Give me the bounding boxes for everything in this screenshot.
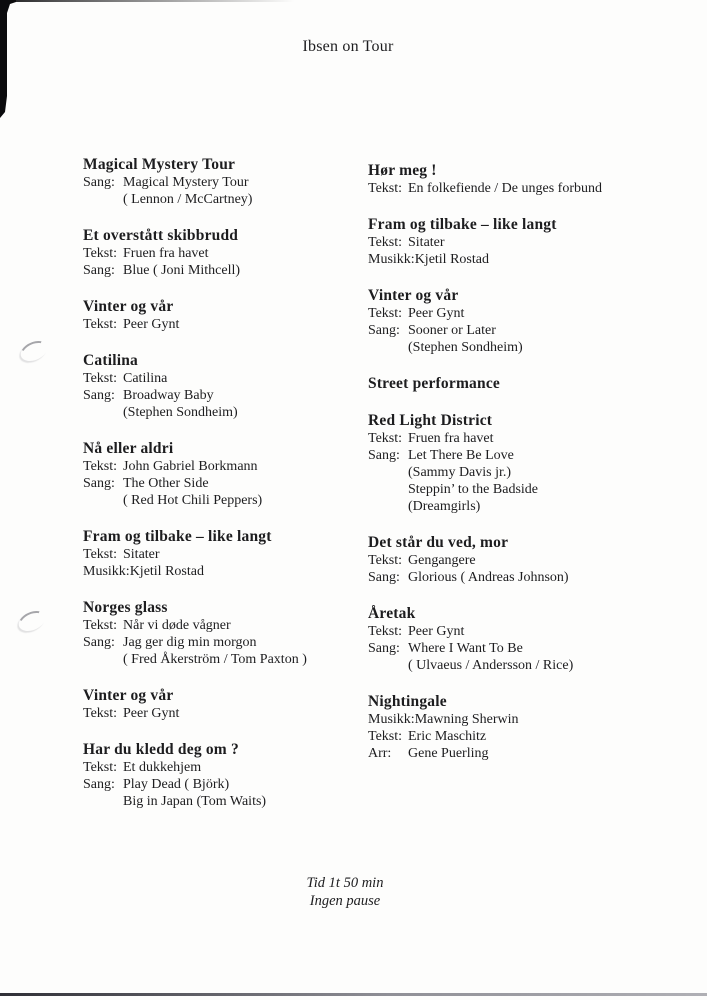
entry-line <box>83 245 383 262</box>
entry-title: Street performance <box>368 375 500 392</box>
line-text: Broadway Baby <box>123 388 214 403</box>
line-label: Tekst: <box>368 729 403 744</box>
line-text: Play Dead ( Björk) <box>123 777 230 792</box>
entry-title: Fram og tilbake – like langt <box>83 528 272 545</box>
entry-title: Hør meg ! <box>368 162 437 179</box>
line-text: Kjetil Rostad <box>414 252 489 267</box>
entry-line <box>83 793 383 810</box>
line-text: Peer Gynt <box>408 624 465 639</box>
setlist-entry <box>83 740 383 810</box>
line-label: Sang: <box>368 448 400 463</box>
entry-title: Har du kledd deg om ? <box>83 741 239 758</box>
entry-line <box>368 447 698 464</box>
line-label: Sang: <box>83 476 115 491</box>
entry-line <box>368 728 698 745</box>
entry-line <box>368 640 698 657</box>
setlist-entry <box>368 411 698 515</box>
entry-title: Nå eller aldri <box>83 440 174 457</box>
setlist-entry <box>368 215 698 268</box>
line-label: Tekst: <box>368 181 403 196</box>
footer <box>0 874 690 910</box>
line-label: Tekst: <box>368 306 403 321</box>
entry-line <box>83 458 383 475</box>
line-label: Tekst: <box>83 706 118 721</box>
entry-line <box>368 657 698 674</box>
line-text: (Stephen Sondheim) <box>408 340 523 355</box>
line-text: Blue ( Joni Mithcell) <box>123 263 241 278</box>
entry-title: Nightingale <box>368 693 447 710</box>
entry-title: Det står du ved, mor <box>368 534 509 551</box>
line-label: Sang: <box>83 777 115 792</box>
entry-line <box>83 705 383 722</box>
entry-line <box>368 464 698 481</box>
entry-line <box>368 745 698 762</box>
line-label: Sang: <box>368 570 400 585</box>
entry-title: Catilina <box>83 352 138 369</box>
scan-crescent-mark <box>18 337 51 365</box>
page-title: Ibsen on Tour <box>302 38 394 55</box>
entry-line <box>83 262 383 279</box>
scan-crescent-mark <box>16 607 49 635</box>
entry-line <box>368 552 698 569</box>
line-text: ( Red Hot Chili Peppers) <box>123 493 263 508</box>
entry-line <box>368 430 698 447</box>
scan-edge-bottom-line <box>0 993 707 996</box>
entry-line <box>368 339 698 356</box>
setlist-entry <box>83 598 383 668</box>
entry-line <box>83 174 383 191</box>
line-text: Peer Gynt <box>123 317 180 332</box>
line-label: Tekst: <box>368 553 403 568</box>
line-text: (Sammy Davis jr.) <box>408 465 512 480</box>
line-label: Tekst: <box>368 624 403 639</box>
line-text: John Gabriel Borkmann <box>123 459 258 474</box>
entry-line <box>368 251 698 268</box>
entry-line <box>83 634 383 651</box>
line-text: Jag ger dig min morgon <box>123 635 257 650</box>
entry-line <box>368 498 698 515</box>
entry-line <box>368 180 698 197</box>
line-label: Sang: <box>83 388 115 403</box>
line-label: Arr: <box>368 746 392 761</box>
entry-title: Åretak <box>368 605 416 622</box>
line-text: Peer Gynt <box>408 306 465 321</box>
setlist-entry <box>83 439 383 509</box>
entry-line <box>368 481 698 498</box>
line-label: Sang: <box>368 641 400 656</box>
entry-line <box>83 316 383 333</box>
line-text: (Dreamgirls) <box>408 499 481 514</box>
entry-line <box>83 617 383 634</box>
entry-line <box>368 711 698 728</box>
line-text: Et dukkehjem <box>123 760 202 775</box>
line-text: ( Ulvaeus / Andersson / Rice) <box>408 658 574 673</box>
entry-title: Et overstått skibbrudd <box>83 227 239 244</box>
line-label: Musikk: <box>368 712 415 727</box>
line-text: Steppin’ to the Badside <box>408 482 538 497</box>
entry-line <box>83 387 383 404</box>
line-label: Tekst: <box>368 431 403 446</box>
line-text: Sitater <box>408 235 445 250</box>
entry-title: Vinter og vår <box>368 287 459 304</box>
footer-pause: Ingen pause <box>309 893 381 909</box>
line-text: Gengangere <box>408 553 476 568</box>
entry-line <box>83 370 383 387</box>
entry-line <box>83 191 383 208</box>
setlist-entry <box>368 286 698 356</box>
scan-edge-corner-black <box>0 0 16 120</box>
scan-edge-top-line <box>0 0 320 2</box>
entry-line <box>83 563 383 580</box>
line-text: Gene Puerling <box>408 746 489 761</box>
setlist-entry <box>368 692 698 762</box>
setlist-entry <box>83 155 383 208</box>
line-text: Når vi døde vågner <box>123 618 231 633</box>
line-label: Tekst: <box>83 317 118 332</box>
entry-title: Red Light District <box>368 412 493 429</box>
entry-line <box>83 475 383 492</box>
setlist-entry <box>83 527 383 580</box>
footer-duration: Tid 1t 50 min <box>306 875 384 891</box>
entry-title: Norges glass <box>83 599 168 616</box>
line-label: Tekst: <box>83 459 118 474</box>
entry-line <box>368 623 698 640</box>
line-label: Tekst: <box>83 760 118 775</box>
entry-line <box>83 776 383 793</box>
line-label: Sang: <box>368 323 400 338</box>
entry-line <box>368 322 698 339</box>
line-text: Kjetil Rostad <box>129 564 204 579</box>
line-text: En folkefiende / De unges forbund <box>408 181 602 196</box>
line-text: ( Fred Åkerström / Tom Paxton ) <box>123 652 307 667</box>
line-text: (Stephen Sondheim) <box>123 405 238 420</box>
line-label: Tekst: <box>83 246 118 261</box>
entry-line <box>83 492 383 509</box>
setlist-column-right <box>368 161 698 780</box>
line-text: Let There Be Love <box>408 448 514 463</box>
line-text: Peer Gynt <box>123 706 180 721</box>
line-label: Sang: <box>83 175 115 190</box>
line-label: Tekst: <box>83 371 118 386</box>
line-label: Tekst: <box>83 618 118 633</box>
setlist-entry <box>83 226 383 279</box>
line-text: Fruen fra havet <box>408 431 494 446</box>
entry-title: Fram og tilbake – like langt <box>368 216 557 233</box>
line-label: Tekst: <box>368 235 403 250</box>
entry-line <box>83 759 383 776</box>
line-text: Sitater <box>123 547 160 562</box>
line-text: Where I Want To Be <box>408 641 523 656</box>
line-label: Sang: <box>83 635 115 650</box>
setlist-entry <box>83 686 383 722</box>
line-label: Sang: <box>83 263 115 278</box>
setlist-entry <box>368 374 698 393</box>
entry-line <box>83 546 383 563</box>
entry-line <box>368 569 698 586</box>
line-text: Mawning Sherwin <box>414 712 519 727</box>
setlist-entry <box>83 297 383 333</box>
line-text: Eric Maschitz <box>408 729 487 744</box>
line-text: Catilina <box>123 371 168 386</box>
line-text: Big in Japan (Tom Waits) <box>123 794 267 809</box>
line-label: Musikk: <box>368 252 415 267</box>
line-label: Musikk: <box>83 564 130 579</box>
setlist-column-left <box>83 155 383 828</box>
line-text: ( Lennon / McCartney) <box>123 192 253 207</box>
setlist-entry <box>368 161 698 197</box>
entry-title: Magical Mystery Tour <box>83 156 236 173</box>
line-label: Tekst: <box>83 547 118 562</box>
entry-line <box>83 404 383 421</box>
line-text: Fruen fra havet <box>123 246 209 261</box>
setlist-entry <box>368 533 698 586</box>
line-text: Magical Mystery Tour <box>123 175 249 190</box>
line-text: The Other Side <box>123 476 209 491</box>
line-text: Glorious ( Andreas Johnson) <box>408 570 569 585</box>
setlist-entry <box>368 604 698 674</box>
entry-line <box>368 305 698 322</box>
entry-title: Vinter og vår <box>83 298 174 315</box>
entry-line <box>83 651 383 668</box>
line-text: Sooner or Later <box>408 323 496 338</box>
entry-line <box>368 234 698 251</box>
entry-title: Vinter og vår <box>83 687 174 704</box>
setlist-entry <box>83 351 383 421</box>
